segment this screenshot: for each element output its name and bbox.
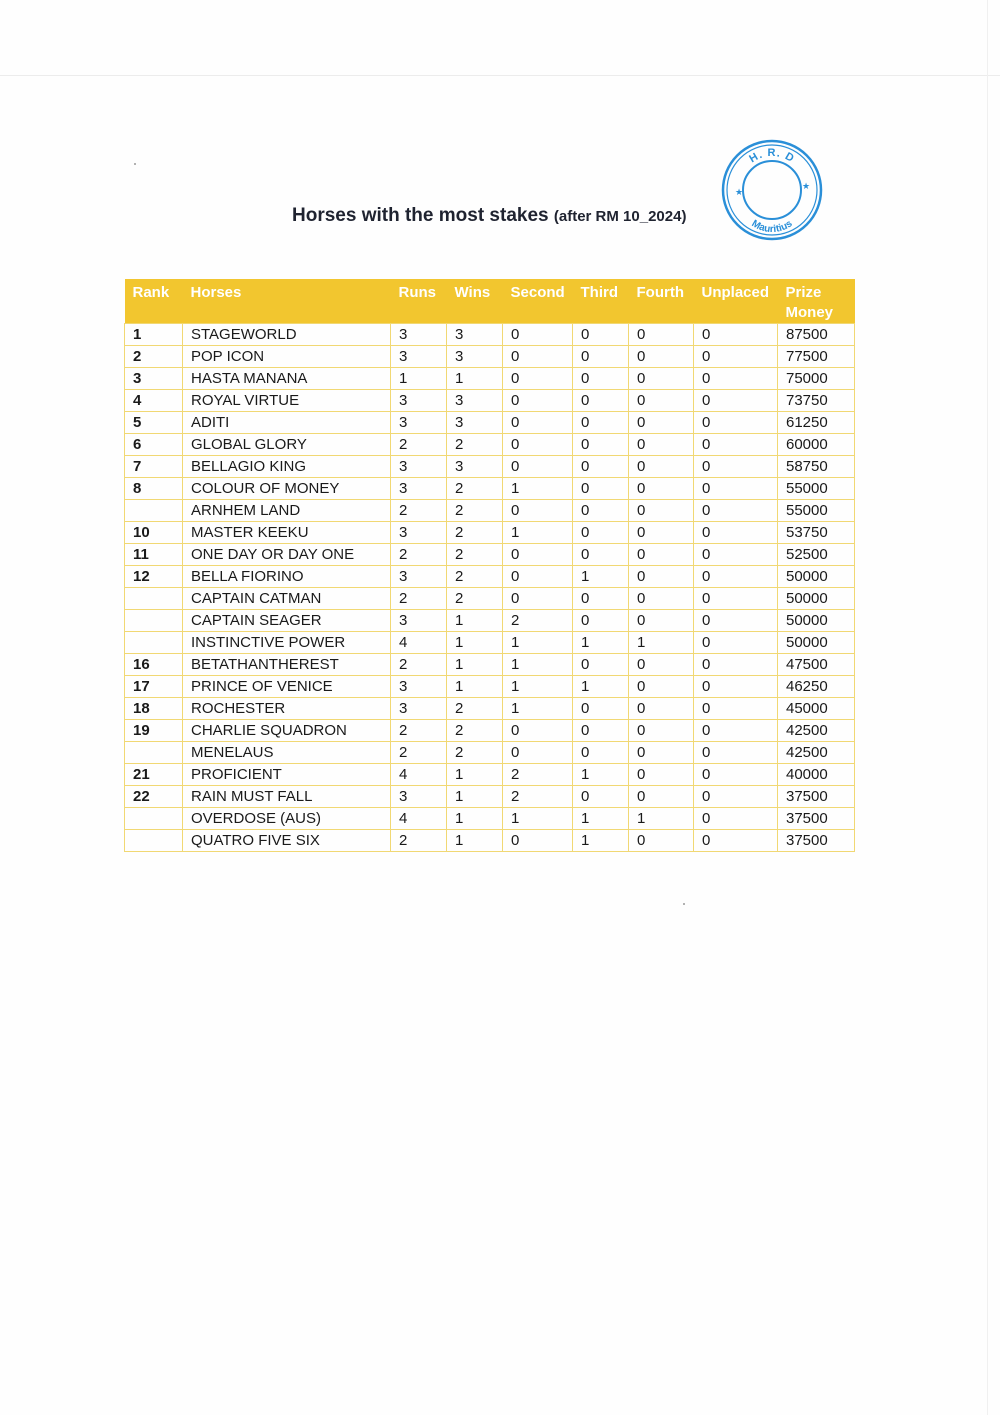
cell-runs: 3 bbox=[391, 676, 447, 698]
cell-horse: MENELAUS bbox=[183, 742, 391, 764]
cell-third: 0 bbox=[573, 544, 629, 566]
cell-runs: 2 bbox=[391, 544, 447, 566]
cell-third: 0 bbox=[573, 434, 629, 456]
cell-second: 0 bbox=[503, 346, 573, 368]
cell-unplaced: 0 bbox=[694, 390, 778, 412]
table-header-row bbox=[125, 279, 855, 324]
cell-wins: 1 bbox=[447, 764, 503, 786]
cell-wins: 1 bbox=[447, 830, 503, 852]
cell-horse: COLOUR OF MONEY bbox=[183, 478, 391, 500]
cell-wins: 2 bbox=[447, 522, 503, 544]
cell-horse: MASTER KEEKU bbox=[183, 522, 391, 544]
cell-runs: 3 bbox=[391, 324, 447, 346]
cell-unplaced: 0 bbox=[694, 434, 778, 456]
cell-rank: 1 bbox=[125, 324, 183, 346]
column-header-wins: Wins bbox=[447, 279, 503, 324]
scan-edge-line-right bbox=[987, 0, 988, 1415]
cell-runs: 2 bbox=[391, 434, 447, 456]
cell-runs: 2 bbox=[391, 588, 447, 610]
stamp-top-text: H. R. D bbox=[747, 147, 797, 166]
cell-unplaced: 0 bbox=[694, 654, 778, 676]
cell-rank: 10 bbox=[125, 522, 183, 544]
cell-fourth: 0 bbox=[629, 786, 694, 808]
scan-speck bbox=[134, 163, 136, 165]
cell-fourth: 0 bbox=[629, 610, 694, 632]
table-row bbox=[125, 654, 855, 676]
cell-unplaced: 0 bbox=[694, 808, 778, 830]
cell-fourth: 0 bbox=[629, 390, 694, 412]
cell-third: 1 bbox=[573, 566, 629, 588]
cell-second: 1 bbox=[503, 522, 573, 544]
cell-wins: 2 bbox=[447, 500, 503, 522]
cell-unplaced: 0 bbox=[694, 720, 778, 742]
cell-rank: 2 bbox=[125, 346, 183, 368]
cell-horse: PROFICIENT bbox=[183, 764, 391, 786]
cell-prize: 50000 bbox=[778, 588, 855, 610]
cell-runs: 3 bbox=[391, 346, 447, 368]
cell-second: 0 bbox=[503, 434, 573, 456]
cell-rank: 18 bbox=[125, 698, 183, 720]
stakes-table bbox=[124, 279, 855, 852]
cell-unplaced: 0 bbox=[694, 566, 778, 588]
cell-fourth: 0 bbox=[629, 566, 694, 588]
cell-third: 1 bbox=[573, 676, 629, 698]
cell-horse: ARNHEM LAND bbox=[183, 500, 391, 522]
cell-wins: 2 bbox=[447, 698, 503, 720]
cell-horse: BELLAGIO KING bbox=[183, 456, 391, 478]
table-row bbox=[125, 566, 855, 588]
cell-rank: 3 bbox=[125, 368, 183, 390]
cell-third: 0 bbox=[573, 368, 629, 390]
cell-horse: GLOBAL GLORY bbox=[183, 434, 391, 456]
cell-rank: 5 bbox=[125, 412, 183, 434]
cell-unplaced: 0 bbox=[694, 456, 778, 478]
cell-wins: 1 bbox=[447, 786, 503, 808]
cell-prize: 77500 bbox=[778, 346, 855, 368]
cell-rank: 8 bbox=[125, 478, 183, 500]
column-header-prize-money: Prize Money bbox=[778, 279, 855, 324]
cell-fourth: 0 bbox=[629, 412, 694, 434]
cell-second: 1 bbox=[503, 478, 573, 500]
title-subtitle: (after RM 10_2024) bbox=[553, 208, 687, 225]
cell-rank: 16 bbox=[125, 654, 183, 676]
cell-fourth: 0 bbox=[629, 522, 694, 544]
cell-rank bbox=[125, 610, 183, 632]
cell-runs: 2 bbox=[391, 720, 447, 742]
cell-rank: 11 bbox=[125, 544, 183, 566]
cell-wins: 3 bbox=[447, 390, 503, 412]
cell-wins: 1 bbox=[447, 654, 503, 676]
cell-second: 1 bbox=[503, 676, 573, 698]
cell-horse: BETATHANTHEREST bbox=[183, 654, 391, 676]
cell-second: 0 bbox=[503, 830, 573, 852]
cell-prize: 60000 bbox=[778, 434, 855, 456]
cell-third: 0 bbox=[573, 742, 629, 764]
table-row bbox=[125, 522, 855, 544]
table-row bbox=[125, 368, 855, 390]
cell-unplaced: 0 bbox=[694, 522, 778, 544]
cell-second: 0 bbox=[503, 544, 573, 566]
table-row bbox=[125, 698, 855, 720]
cell-wins: 2 bbox=[447, 566, 503, 588]
cell-fourth: 0 bbox=[629, 698, 694, 720]
cell-wins: 1 bbox=[447, 610, 503, 632]
column-header-horses: Horses bbox=[183, 279, 391, 324]
cell-second: 0 bbox=[503, 566, 573, 588]
table-row bbox=[125, 830, 855, 852]
cell-rank bbox=[125, 632, 183, 654]
cell-unplaced: 0 bbox=[694, 368, 778, 390]
cell-third: 0 bbox=[573, 478, 629, 500]
cell-second: 0 bbox=[503, 720, 573, 742]
cell-second: 0 bbox=[503, 324, 573, 346]
cell-third: 0 bbox=[573, 500, 629, 522]
scan-speck bbox=[683, 903, 685, 905]
cell-third: 0 bbox=[573, 522, 629, 544]
column-header-second: Second bbox=[503, 279, 573, 324]
cell-horse: PRINCE OF VENICE bbox=[183, 676, 391, 698]
cell-wins: 2 bbox=[447, 544, 503, 566]
table-row bbox=[125, 434, 855, 456]
cell-rank: 7 bbox=[125, 456, 183, 478]
cell-horse: ROYAL VIRTUE bbox=[183, 390, 391, 412]
cell-rank bbox=[125, 808, 183, 830]
table-row bbox=[125, 390, 855, 412]
table-row bbox=[125, 632, 855, 654]
cell-prize: 53750 bbox=[778, 522, 855, 544]
cell-wins: 3 bbox=[447, 346, 503, 368]
cell-prize: 42500 bbox=[778, 742, 855, 764]
cell-third: 0 bbox=[573, 346, 629, 368]
cell-third: 1 bbox=[573, 632, 629, 654]
cell-runs: 3 bbox=[391, 566, 447, 588]
cell-rank: 4 bbox=[125, 390, 183, 412]
cell-prize: 47500 bbox=[778, 654, 855, 676]
cell-unplaced: 0 bbox=[694, 830, 778, 852]
cell-wins: 1 bbox=[447, 632, 503, 654]
cell-fourth: 0 bbox=[629, 500, 694, 522]
cell-wins: 2 bbox=[447, 478, 503, 500]
cell-runs: 1 bbox=[391, 368, 447, 390]
cell-second: 0 bbox=[503, 742, 573, 764]
cell-runs: 2 bbox=[391, 654, 447, 676]
cell-second: 0 bbox=[503, 390, 573, 412]
cell-wins: 2 bbox=[447, 720, 503, 742]
cell-unplaced: 0 bbox=[694, 346, 778, 368]
cell-horse: OVERDOSE (AUS) bbox=[183, 808, 391, 830]
cell-fourth: 0 bbox=[629, 544, 694, 566]
cell-third: 0 bbox=[573, 786, 629, 808]
cell-second: 0 bbox=[503, 500, 573, 522]
cell-second: 0 bbox=[503, 368, 573, 390]
cell-fourth: 0 bbox=[629, 720, 694, 742]
cell-unplaced: 0 bbox=[694, 632, 778, 654]
column-header-runs: Runs bbox=[391, 279, 447, 324]
cell-unplaced: 0 bbox=[694, 544, 778, 566]
cell-rank bbox=[125, 830, 183, 852]
cell-rank: 21 bbox=[125, 764, 183, 786]
cell-horse: ONE DAY OR DAY ONE bbox=[183, 544, 391, 566]
cell-wins: 2 bbox=[447, 742, 503, 764]
cell-second: 2 bbox=[503, 786, 573, 808]
cell-horse: RAIN MUST FALL bbox=[183, 786, 391, 808]
cell-rank: 12 bbox=[125, 566, 183, 588]
cell-rank: 6 bbox=[125, 434, 183, 456]
cell-prize: 42500 bbox=[778, 720, 855, 742]
cell-prize: 75000 bbox=[778, 368, 855, 390]
cell-unplaced: 0 bbox=[694, 610, 778, 632]
cell-prize: 50000 bbox=[778, 610, 855, 632]
cell-rank: 17 bbox=[125, 676, 183, 698]
stamp-bottom-text: Mauritius bbox=[749, 218, 795, 236]
table-body bbox=[125, 324, 855, 852]
cell-runs: 2 bbox=[391, 500, 447, 522]
cell-horse: QUATRO FIVE SIX bbox=[183, 830, 391, 852]
cell-fourth: 0 bbox=[629, 742, 694, 764]
cell-wins: 3 bbox=[447, 324, 503, 346]
scan-edge-line bbox=[0, 75, 1000, 76]
cell-second: 0 bbox=[503, 412, 573, 434]
cell-runs: 4 bbox=[391, 764, 447, 786]
cell-horse: CAPTAIN CATMAN bbox=[183, 588, 391, 610]
cell-second: 1 bbox=[503, 698, 573, 720]
table-row bbox=[125, 544, 855, 566]
cell-horse: CHARLIE SQUADRON bbox=[183, 720, 391, 742]
cell-third: 0 bbox=[573, 654, 629, 676]
cell-horse: POP ICON bbox=[183, 346, 391, 368]
cell-unplaced: 0 bbox=[694, 676, 778, 698]
cell-prize: 50000 bbox=[778, 632, 855, 654]
cell-fourth: 0 bbox=[629, 654, 694, 676]
table-row bbox=[125, 456, 855, 478]
table-row bbox=[125, 676, 855, 698]
cell-prize: 40000 bbox=[778, 764, 855, 786]
cell-runs: 3 bbox=[391, 456, 447, 478]
cell-unplaced: 0 bbox=[694, 786, 778, 808]
cell-runs: 3 bbox=[391, 698, 447, 720]
cell-prize: 61250 bbox=[778, 412, 855, 434]
cell-third: 0 bbox=[573, 588, 629, 610]
cell-prize: 45000 bbox=[778, 698, 855, 720]
cell-rank bbox=[125, 588, 183, 610]
cell-runs: 2 bbox=[391, 830, 447, 852]
table-row bbox=[125, 742, 855, 764]
cell-prize: 37500 bbox=[778, 830, 855, 852]
hrd-mauritius-stamp bbox=[720, 138, 824, 242]
cell-fourth: 0 bbox=[629, 676, 694, 698]
cell-runs: 4 bbox=[391, 808, 447, 830]
cell-second: 2 bbox=[503, 610, 573, 632]
table-row bbox=[125, 588, 855, 610]
cell-third: 1 bbox=[573, 808, 629, 830]
cell-wins: 1 bbox=[447, 368, 503, 390]
cell-wins: 2 bbox=[447, 588, 503, 610]
cell-third: 0 bbox=[573, 390, 629, 412]
svg-text:H. R. D bbox=[747, 147, 796, 165]
cell-prize: 37500 bbox=[778, 786, 855, 808]
cell-prize: 55000 bbox=[778, 478, 855, 500]
title-main: Horses with the most stakes bbox=[292, 205, 549, 226]
column-header-rank: Rank bbox=[125, 279, 183, 324]
cell-second: 1 bbox=[503, 808, 573, 830]
cell-unplaced: 0 bbox=[694, 698, 778, 720]
cell-runs: 4 bbox=[391, 632, 447, 654]
star-icon: ★ bbox=[735, 188, 744, 198]
cell-runs: 3 bbox=[391, 610, 447, 632]
cell-fourth: 0 bbox=[629, 434, 694, 456]
table-row bbox=[125, 324, 855, 346]
cell-third: 0 bbox=[573, 610, 629, 632]
table-row bbox=[125, 610, 855, 632]
cell-unplaced: 0 bbox=[694, 412, 778, 434]
table-row bbox=[125, 412, 855, 434]
table-row bbox=[125, 764, 855, 786]
cell-unplaced: 0 bbox=[694, 324, 778, 346]
cell-prize: 58750 bbox=[778, 456, 855, 478]
cell-prize: 55000 bbox=[778, 500, 855, 522]
cell-fourth: 0 bbox=[629, 346, 694, 368]
cell-third: 0 bbox=[573, 720, 629, 742]
cell-prize: 52500 bbox=[778, 544, 855, 566]
cell-prize: 50000 bbox=[778, 566, 855, 588]
cell-rank: 19 bbox=[125, 720, 183, 742]
cell-unplaced: 0 bbox=[694, 500, 778, 522]
cell-third: 0 bbox=[573, 412, 629, 434]
cell-rank: 22 bbox=[125, 786, 183, 808]
cell-horse: ROCHESTER bbox=[183, 698, 391, 720]
cell-unplaced: 0 bbox=[694, 588, 778, 610]
cell-horse: HASTA MANANA bbox=[183, 368, 391, 390]
column-header-third: Third bbox=[573, 279, 629, 324]
star-icon: ★ bbox=[802, 182, 811, 192]
cell-fourth: 1 bbox=[629, 808, 694, 830]
cell-wins: 1 bbox=[447, 676, 503, 698]
cell-runs: 3 bbox=[391, 786, 447, 808]
cell-second: 0 bbox=[503, 588, 573, 610]
cell-prize: 46250 bbox=[778, 676, 855, 698]
cell-fourth: 0 bbox=[629, 456, 694, 478]
cell-wins: 1 bbox=[447, 808, 503, 830]
cell-third: 0 bbox=[573, 324, 629, 346]
cell-runs: 3 bbox=[391, 390, 447, 412]
cell-third: 1 bbox=[573, 830, 629, 852]
cell-fourth: 0 bbox=[629, 368, 694, 390]
page-title bbox=[292, 205, 686, 227]
table-row bbox=[125, 478, 855, 500]
table-row bbox=[125, 808, 855, 830]
cell-unplaced: 0 bbox=[694, 764, 778, 786]
cell-fourth: 0 bbox=[629, 588, 694, 610]
cell-rank bbox=[125, 742, 183, 764]
cell-second: 1 bbox=[503, 632, 573, 654]
table-row bbox=[125, 500, 855, 522]
table-row bbox=[125, 786, 855, 808]
cell-wins: 3 bbox=[447, 456, 503, 478]
cell-runs: 3 bbox=[391, 522, 447, 544]
cell-fourth: 0 bbox=[629, 324, 694, 346]
cell-second: 0 bbox=[503, 456, 573, 478]
cell-prize: 37500 bbox=[778, 808, 855, 830]
cell-second: 2 bbox=[503, 764, 573, 786]
cell-horse: CAPTAIN SEAGER bbox=[183, 610, 391, 632]
cell-horse: ADITI bbox=[183, 412, 391, 434]
cell-prize: 87500 bbox=[778, 324, 855, 346]
cell-fourth: 0 bbox=[629, 830, 694, 852]
cell-runs: 3 bbox=[391, 478, 447, 500]
table-row bbox=[125, 346, 855, 368]
cell-fourth: 0 bbox=[629, 478, 694, 500]
cell-wins: 2 bbox=[447, 434, 503, 456]
cell-unplaced: 0 bbox=[694, 478, 778, 500]
cell-horse: INSTINCTIVE POWER bbox=[183, 632, 391, 654]
cell-third: 0 bbox=[573, 698, 629, 720]
cell-fourth: 0 bbox=[629, 764, 694, 786]
column-header-fourth: Fourth bbox=[629, 279, 694, 324]
table-row bbox=[125, 720, 855, 742]
cell-third: 0 bbox=[573, 456, 629, 478]
cell-wins: 3 bbox=[447, 412, 503, 434]
cell-third: 1 bbox=[573, 764, 629, 786]
cell-rank bbox=[125, 500, 183, 522]
cell-horse: BELLA FIORINO bbox=[183, 566, 391, 588]
cell-horse: STAGEWORLD bbox=[183, 324, 391, 346]
cell-runs: 3 bbox=[391, 412, 447, 434]
cell-second: 1 bbox=[503, 654, 573, 676]
cell-prize: 73750 bbox=[778, 390, 855, 412]
cell-unplaced: 0 bbox=[694, 742, 778, 764]
column-header-unplaced: Unplaced bbox=[694, 279, 778, 324]
cell-fourth: 1 bbox=[629, 632, 694, 654]
cell-runs: 2 bbox=[391, 742, 447, 764]
